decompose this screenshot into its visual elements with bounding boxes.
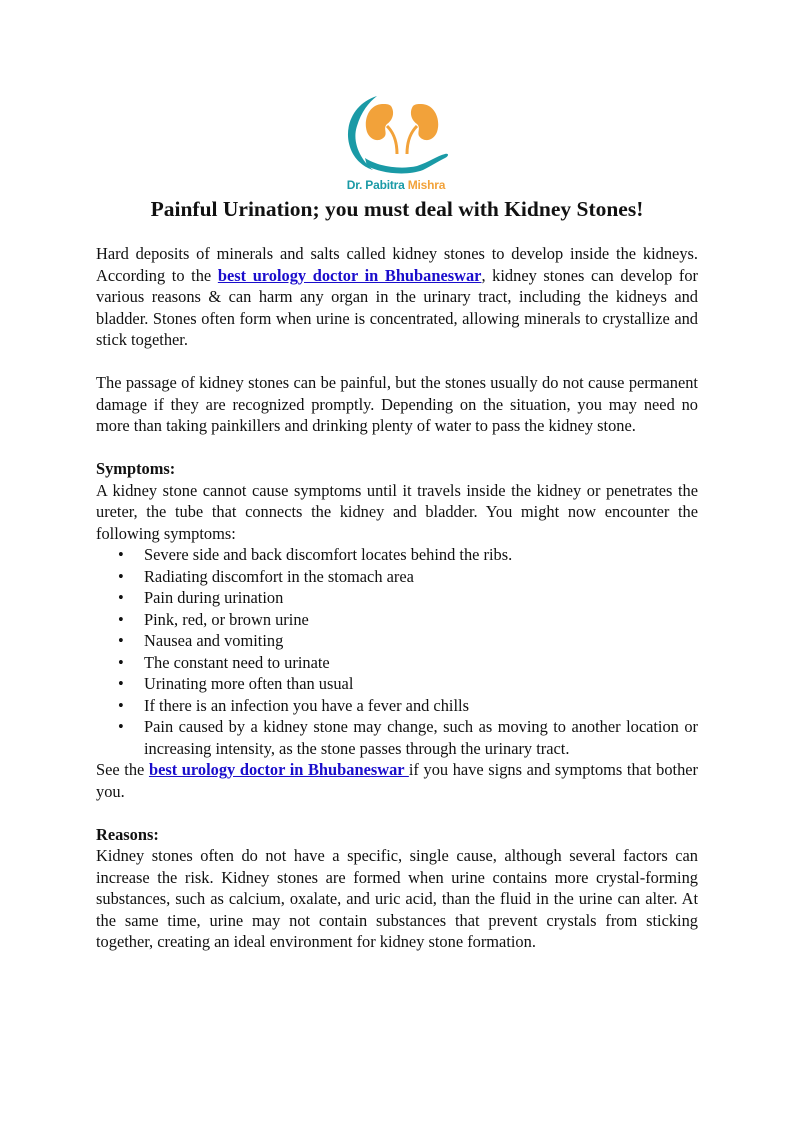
list-item: • The constant need to urinate <box>118 652 330 672</box>
symptoms-intro: A kidney stone cannot cause symptoms until it travels inside the kidney or penetrates the ureter, the tube that connects the kidney and bladder. You might now encounter the following symptoms: <box>96 480 698 543</box>
article-body <box>96 243 698 953</box>
bullet-icon: • <box>118 695 124 715</box>
list-item: • Nausea and vomiting <box>118 631 284 650</box>
list-item: • Severe side and back discomfort locates behind the ribs. <box>118 545 513 564</box>
bullet-icon: • <box>118 674 124 693</box>
kidney-hand-logo-icon <box>337 92 455 178</box>
reasons-heading: Reasons: <box>96 824 159 844</box>
symptoms-heading: Symptoms: <box>96 459 176 478</box>
urology-doctor-link-2[interactable]: best urology doctor in Bhubaneswar <box>148 760 409 779</box>
list-item: • Urinating more often than usual <box>118 674 354 693</box>
symptoms-list <box>96 544 698 759</box>
page-title: Painful Urination; you must deal with Kidney Stones! <box>150 197 644 221</box>
see-doctor-paragraph: See the best urology doctor in Bhubaneswar if you have signs and symptoms that bother you. <box>96 760 698 801</box>
bullet-icon: • <box>118 588 124 607</box>
bullet-icon: • <box>118 717 124 736</box>
passage-paragraph: The passage of kidney stones can be painful, but the stones usually do not cause permanent damage if they are recognized promptly. Depending on the situation, you may need no more than taking painkillers and drinking plenty of water to pass the kidney stone. <box>96 373 698 435</box>
list-item: • Pain during urination <box>118 588 284 607</box>
bullet-icon: • <box>118 566 124 586</box>
bullet-icon: • <box>118 631 124 650</box>
reasons-paragraph: Kidney stones often do not have a specific, single cause, although several factors can increase the risk. Kidney stones are formed when urine contains more crystal-forming substances, such as calcium, oxalate, and uric acid, than the fluid in the urine can alter. At the same time, urine may not contain substances that prevent crystals from sticking together, creating an ideal environment for kidney stone formation. <box>96 846 698 951</box>
intro-paragraph: Hard deposits of minerals and salts called kidney stones to develop inside the kidneys. According to the best urology doctor in Bhubaneswar, kidney stones can develop for various reasons & can harm any organ in the urinary tract, including the kidneys and bladder. Stones often form when urine is concentrated, allowing minerals to crystallize and stick together. <box>96 244 699 349</box>
list-item: • If there is an infection you have a fever and chills <box>118 695 469 715</box>
logo <box>337 92 455 198</box>
bullet-icon: • <box>118 652 124 672</box>
list-item: • Radiating discomfort in the stomach area <box>118 566 414 586</box>
list-item: • Pink, red, or brown urine <box>118 609 309 629</box>
bullet-icon: • <box>118 609 124 629</box>
bullet-icon: • <box>118 545 124 564</box>
logo-text: Dr. Pabitra Mishra <box>346 178 446 192</box>
list-item: • Pain caused by a kidney stone may change, such as moving to another location or increasing intensity, as the stone passes through the urinary tract. <box>118 717 698 758</box>
urology-doctor-link[interactable]: best urology doctor in Bhubaneswar <box>217 265 482 285</box>
